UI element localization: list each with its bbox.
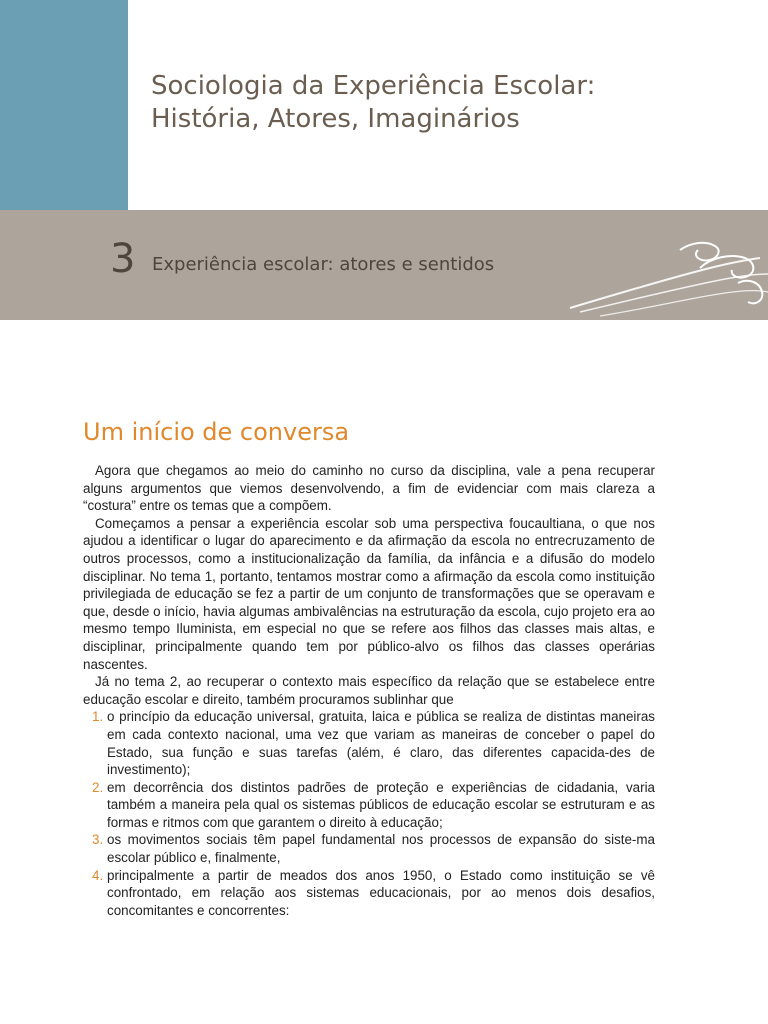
book-title-line-2: História, Atores, Imaginários [151, 104, 520, 134]
book-title [151, 70, 731, 136]
list-item [83, 708, 655, 778]
list-item-text: em decorrência dos distintos padrões de proteção e experiências de cidadania, varia também a maneira pela qual os sistemas públicos de educação escolar se estruturam e as formas e ritmos com que garantem o direito à educação; [107, 779, 655, 830]
paragraph: Já no tema 2, ao recuperar o contexto mais específico da relação que se estabelece entre educação escolar e direito, também procuramos sublinhar que [83, 674, 655, 707]
list-item-number: 2. [92, 779, 104, 795]
header-accent-block [0, 0, 128, 210]
list-item-number: 1. [92, 709, 104, 725]
list-item [83, 831, 655, 866]
body-text [83, 462, 655, 919]
list-item-text: os movimentos sociais têm papel fundamental nos processos de expansão do siste-ma escolar público e, finalmente, [107, 832, 655, 866]
section-title: Um início de conversa [83, 418, 350, 446]
list-item [83, 867, 655, 920]
list-item-number: 4. [92, 867, 104, 883]
list-item [83, 779, 655, 832]
list-item-text: o princípio da educação universal, gratuita, laica e pública se realiza de distintas maneiras em cada contexto nacional, uma vez que variam as maneiras de conceber o papel do Estado, sua função e suas tarefas (além, é claro, das diferentes capacida-des de investimento); [107, 709, 655, 778]
list-item-text: principalmente a partir de meados dos anos 1950, o Estado como instituição se vê confrontado, em relação aos sistemas educacionais, por ao menos dois desafios, concomitantes e concorrentes: [107, 867, 655, 918]
book-title-line-1: Sociologia da Experiência Escolar: [151, 71, 596, 101]
chapter-title: Experiência escolar: atores e sentidos [152, 254, 495, 275]
chapter-number: 3 [110, 236, 136, 282]
paragraph: Agora que chegamos ao meio do caminho no curso da disciplina, vale a pena recuperar alguns argumentos que viemos desenvolvendo, a fim de evidenciar com mais clareza a “costura” entre os temas que a compõem. [83, 463, 655, 514]
decorative-flourish-icon [560, 238, 768, 320]
chapter-band [0, 210, 768, 320]
list-item-number: 3. [92, 832, 104, 848]
numbered-list [83, 708, 655, 919]
paragraph: Começamos a pensar a experiência escolar sob uma perspectiva foucaultiana, o que nos ajudou a identificar o lugar do aparecimento e da afirmação da escola no entrecruzamento de outros processos, como a institucionalização da família, da infância e a difusão do modelo disciplinar. No tema 1, portanto, tentamos mostrar como a afirmação da escola como instituição privilegiada de educação se fez a partir de um conjunto de transformações que se operavam e que, desde o início, havia algumas ambivalências na estruturação da escola, cujo projeto era ao mesmo tempo Iluminista, em especial no que se refere aos filhos das classes mais altas, e disciplinar, principalmente quando tem por público-alvo os filhos das classes operárias nascentes. [83, 515, 655, 672]
